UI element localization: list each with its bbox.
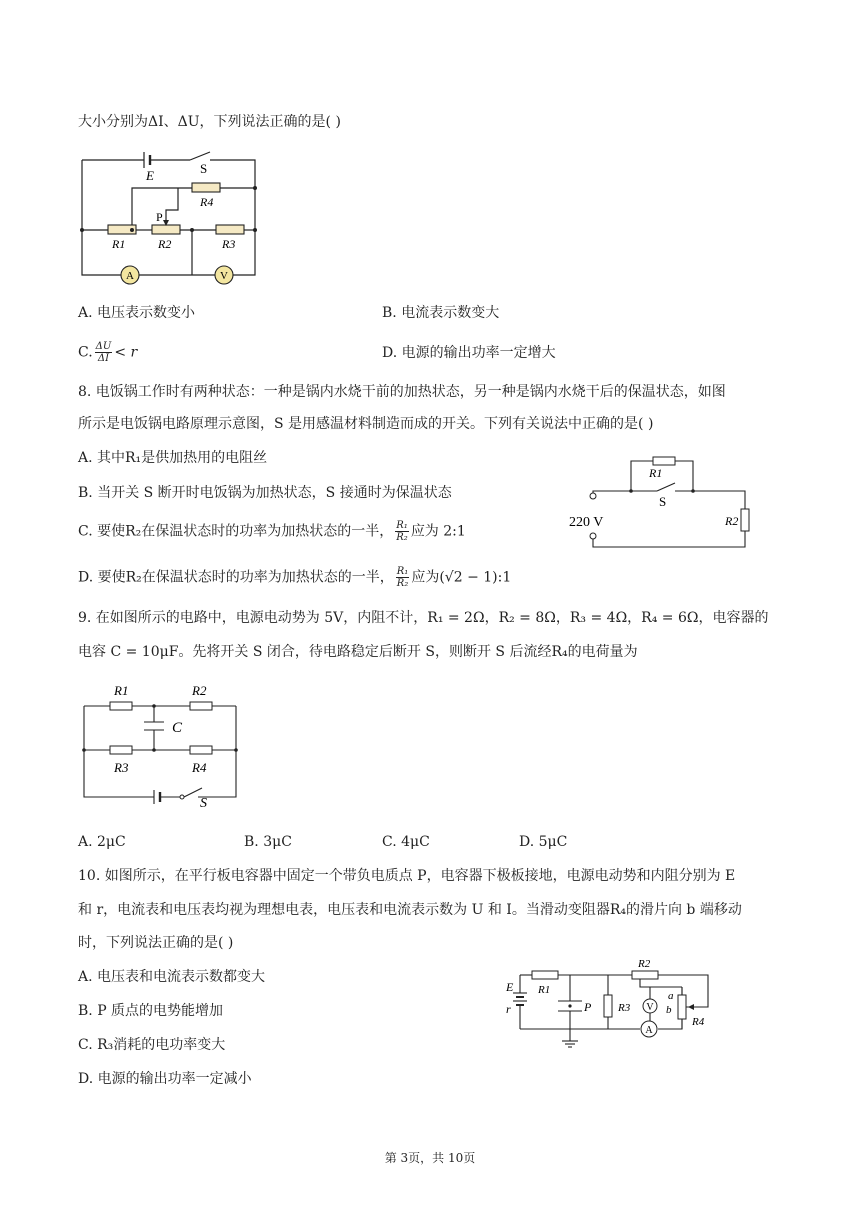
q9-r4-resistor <box>190 746 212 754</box>
q7-label-r2: R2 <box>158 237 172 251</box>
q9-label-c: C <box>172 720 183 736</box>
q8-label-r2: R2 <box>725 514 739 528</box>
q7-stem-tail: 大小分别为ΔI、ΔU，下列说法正确的是( ) <box>78 114 341 130</box>
q7-label-e: E <box>146 168 154 183</box>
q9-label-r2: R2 <box>192 683 207 698</box>
q10-label-r3: R3 <box>618 1002 631 1014</box>
q10-option-b: B. P 质点的电势能增加 <box>78 1003 224 1019</box>
page-footer: 第 3页，共 10页 <box>384 1151 476 1165</box>
q10-option-d: D. 电源的输出功率一定减小 <box>78 1071 252 1087</box>
q7-r3-resistor <box>216 225 244 234</box>
q9-label-s: S <box>200 796 207 811</box>
q10-r1-resistor <box>532 971 558 979</box>
q7-circuit-figure <box>78 142 278 282</box>
q9-option-d: D. 5μC <box>519 834 568 850</box>
q7-label-r1: R1 <box>112 237 126 251</box>
q9-option-b: B. 3μC <box>244 834 292 850</box>
q8-stem-line2: 所示是电饭锅电路原理示意图，S 是用感温材料制造而成的开关。下列有关说法中正确的是( ) <box>78 416 654 432</box>
q9-r2-resistor <box>190 702 212 710</box>
q9-label-r4: R4 <box>192 760 207 775</box>
q8-label-s: S <box>659 494 667 509</box>
q7-label-s: S <box>200 161 208 176</box>
q8-r2-resistor <box>741 509 749 531</box>
q9-option-a: A. 2μC <box>78 834 126 850</box>
q9-circuit-figure <box>80 680 250 810</box>
q10-label-ammeter: A <box>645 1025 653 1036</box>
q10-r3-resistor <box>604 995 612 1017</box>
q7-label-v: V <box>220 270 228 282</box>
q7-option-d: D. 电源的输出功率一定增大 <box>382 345 556 361</box>
q10-label-r: r <box>506 1002 511 1016</box>
q7-r4-resistor <box>192 183 220 192</box>
q10-label-e: E <box>506 980 514 994</box>
q7-label-r4: R4 <box>200 195 214 209</box>
q10-stem-line1: 10. 如图所示，在平行板电容器中固定一个带负电质点 P，电容器下极板接地，电源电动势和内阻分别为 E <box>78 868 736 884</box>
q9-option-c: C. 4μC <box>382 834 430 850</box>
q10-option-a: A. 电压表和电流表示数都变大 <box>78 969 266 985</box>
q8-r1-resistor <box>653 457 675 465</box>
q8-option-a: A. 其中R₁是供加热用的电阻丝 <box>78 450 268 466</box>
q10-option-c: C. R₃消耗的电功率变大 <box>78 1037 226 1053</box>
q10-label-r1: R1 <box>538 984 551 996</box>
q10-label-r2: R2 <box>638 958 651 970</box>
q9-r3-resistor <box>110 746 132 754</box>
q8-option-b: B. 当开关 S 断开时电饭锅为加热状态，S 接通时为保温状态 <box>78 485 452 501</box>
q9-stem-line1: 9. 在如图所示的电路中，电源电动势为 5V，内阻不计，R₁ = 2Ω，R₂ = 8Ω，R₃ = 4Ω，R₄ = 6Ω，电容器的 <box>78 610 769 626</box>
q7-option-b: B. 电流表示数变大 <box>382 305 500 321</box>
q7-label-a: A <box>126 270 134 282</box>
q7-option-a: A. 电压表示数变小 <box>78 305 196 321</box>
q10-label-p: P <box>584 1000 592 1014</box>
q9-label-r1: R1 <box>114 683 129 698</box>
q10-stem-line2: 和 r，电流表和电压表均视为理想电表，电压表和电流表示数为 U 和 I。当滑动变阻器R₄的滑片向 b 端移动 <box>78 902 742 918</box>
q8-circuit-figure <box>565 455 755 555</box>
q8-option-c: C. 要使R₂在保温状态时的功率为加热状态的一半， $\frac{\text{R₁}}{\text{R₂}}$ 应为 2:1 <box>78 520 466 543</box>
q7-label-r3: R3 <box>222 237 236 251</box>
q8-option-d: D. 要使R₂在保温状态时的功率为加热状态的一半， $\frac{\text{R₁}}{\text{R₂}}$ 应为(√2 − 1):1 <box>78 566 512 589</box>
q8-label-r1: R1 <box>649 466 663 480</box>
q10-r2-resistor <box>632 971 658 979</box>
q9-label-r3: R3 <box>114 760 129 775</box>
q10-label-r4: R4 <box>692 1016 705 1028</box>
q10-r4-resistor <box>678 995 686 1019</box>
q9-stem-line2: 电容 C = 10μF。先将开关 S 闭合，待电路稳定后断开 S，则断开 S 后流经R₄的电荷量为 <box>78 644 638 660</box>
q9-r1-resistor <box>110 702 132 710</box>
q8-stem-line1: 8. 电饭锅工作时有两种状态：一种是锅内水烧干前的加热状态，另一种是锅内水烧干后的保温状态，如图 <box>78 384 726 400</box>
q10-label-v: V <box>646 1002 654 1013</box>
q8-label-voltage: 220 V <box>569 515 604 530</box>
q7-option-c: C. $\frac{\Delta U}{\Delta I}$ < r <box>78 341 138 364</box>
q10-label-b-end: b <box>666 1004 672 1016</box>
q10-label-a-end: a <box>668 990 674 1002</box>
q10-circuit-figure <box>500 955 720 1065</box>
q7-r2-resistor <box>152 225 180 234</box>
q10-stem-line3: 时，下列说法正确的是( ) <box>78 935 234 951</box>
q7-label-p: P <box>156 210 163 224</box>
